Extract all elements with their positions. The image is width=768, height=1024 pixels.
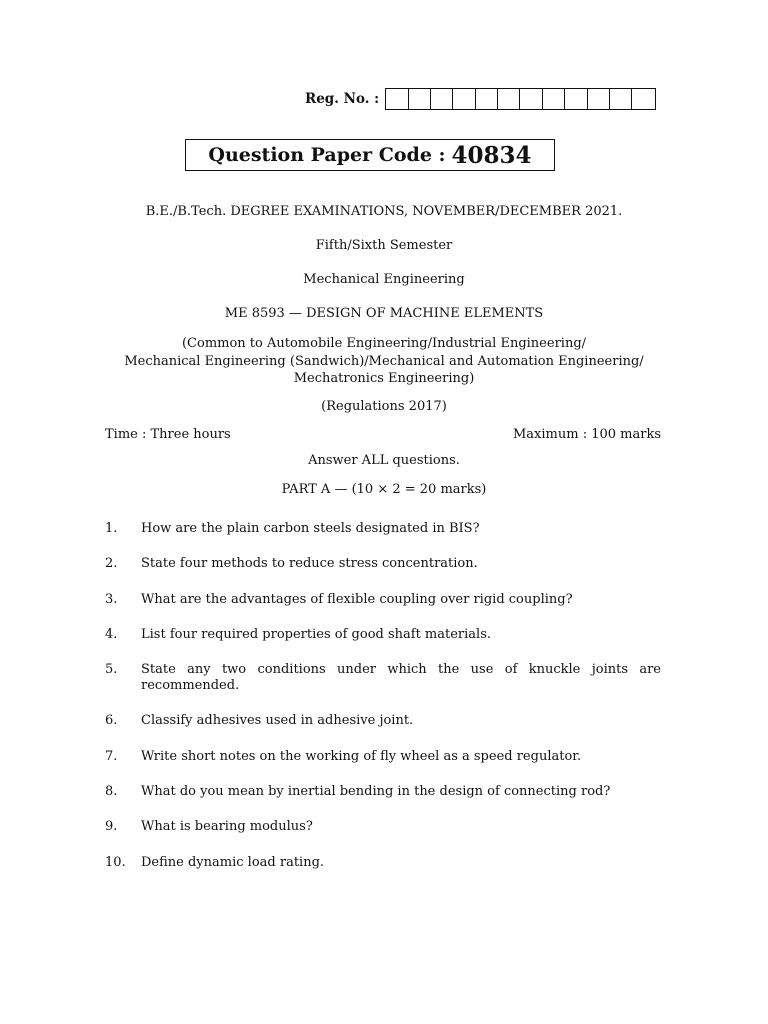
common-to-line: Mechatronics Engineering) <box>293 371 475 386</box>
question-number: 3. <box>105 591 118 607</box>
question-item <box>105 592 661 608</box>
question-text: State four methods to reduce stress concentration. <box>141 556 478 572</box>
question-number: 10. <box>105 854 126 870</box>
instruction: Answer ALL questions. <box>308 453 460 468</box>
reg-no-box <box>476 89 498 109</box>
reg-no-box <box>386 89 408 109</box>
reg-no-boxes <box>385 88 656 110</box>
question-number: 2. <box>105 556 118 572</box>
question-item <box>105 819 661 835</box>
question-item <box>105 627 661 643</box>
common-to-block <box>0 335 768 388</box>
question-paper-code: 40834 <box>451 141 532 169</box>
question-number: 4. <box>105 626 118 642</box>
question-text: What are the advantages of flexible coupling over rigid coupling? <box>141 591 573 607</box>
question-number: 1. <box>105 521 118 536</box>
time-marks-row <box>105 427 661 442</box>
question-text: List four required properties of good shaft materials. <box>141 626 492 642</box>
reg-no-box <box>632 89 654 109</box>
reg-no-box <box>588 89 610 109</box>
time-allowed: Time : Three hours <box>105 427 231 442</box>
question-item <box>105 521 661 537</box>
question-number: 6. <box>105 713 118 729</box>
semester: Fifth/Sixth Semester <box>315 238 453 253</box>
reg-no-field <box>305 88 656 110</box>
department: Mechanical Engineering <box>303 272 465 287</box>
reg-no-box <box>409 89 431 109</box>
course-title: ME 8593 — DESIGN OF MACHINE ELEMENTS <box>224 306 544 321</box>
question-text: State any two conditions under which the use of knuckle joints are recommended. <box>141 662 661 694</box>
reg-no-box <box>431 89 453 109</box>
reg-no-box <box>543 89 565 109</box>
common-to-line: Mechanical Engineering (Sandwich)/Mechanical and Automation Engineering/ <box>124 353 644 369</box>
question-number: 5. <box>105 662 118 678</box>
question-text: What is bearing modulus? <box>141 819 313 835</box>
question-text: Define dynamic load rating. <box>141 854 325 870</box>
question-text: Write short notes on the working of fly wheel as a speed regulator. <box>141 748 582 764</box>
question-number: 7. <box>105 748 118 764</box>
reg-no-label: Reg. No. : <box>305 91 380 107</box>
question-item <box>105 749 661 765</box>
reg-no-box <box>565 89 587 109</box>
question-item <box>105 855 661 871</box>
common-to-line: (Common to Automobile Engineering/Industrial Engineering/ <box>181 336 587 351</box>
part-a-heading: PART A — (10 × 2 = 20 marks) <box>281 482 487 497</box>
question-item <box>105 556 661 572</box>
question-paper-code-box <box>185 139 555 171</box>
reg-no-box <box>453 89 475 109</box>
question-item <box>105 662 661 694</box>
question-number: 8. <box>105 784 118 800</box>
exam-title: B.E./B.Tech. DEGREE EXAMINATIONS, NOVEMBER/DECEMBER 2021. <box>145 204 623 219</box>
question-text: Classify adhesives used in adhesive joint. <box>141 713 414 729</box>
question-paper-code-label: Question Paper Code : <box>208 144 446 166</box>
question-item <box>105 784 661 800</box>
reg-no-box <box>520 89 542 109</box>
question-text: What do you mean by inertial bending in the design of connecting rod? <box>141 784 611 800</box>
question-text: How are the plain carbon steels designated in BIS? <box>141 521 480 536</box>
question-list <box>105 521 661 890</box>
reg-no-box <box>498 89 520 109</box>
reg-no-box <box>610 89 632 109</box>
question-number: 9. <box>105 819 118 835</box>
question-item <box>105 713 661 729</box>
regulations: (Regulations 2017) <box>321 399 447 414</box>
maximum-marks: Maximum : 100 marks <box>512 427 661 442</box>
